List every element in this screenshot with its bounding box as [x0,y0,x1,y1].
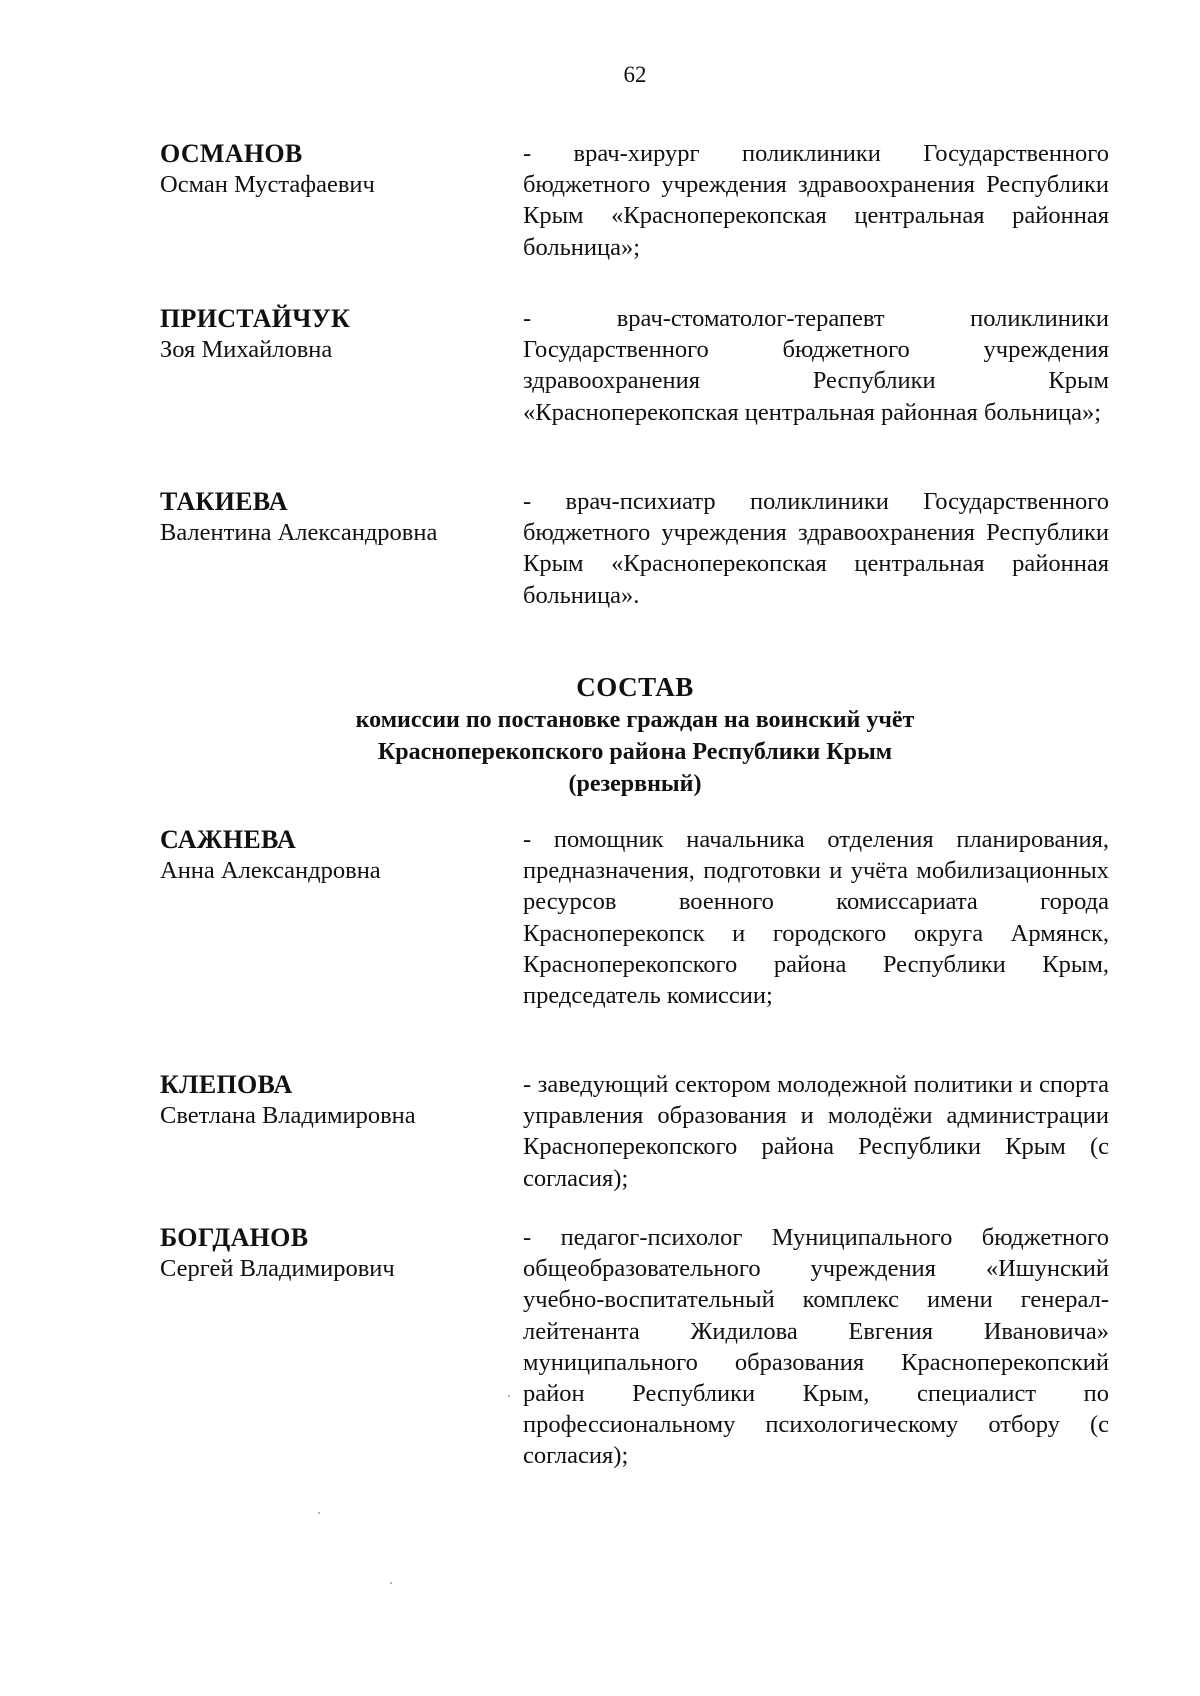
composition-subtitle-line: (резервный) [568,771,702,797]
composition-heading [0,670,1200,800]
member-given-name: Светлана Владимировна [160,1102,416,1129]
member-name-block [160,486,500,548]
member-given-name: Анна Александровна [160,857,381,884]
composition-subtitle-line: комиссии по постановке граждан на воинский учёт [355,707,915,733]
member-position: - педагог-психолог Муниципального бюджетного общеобразовательного учреждения «Ишунский учебно-воспитательный комплекс имени генерал-лейтенанта Жидилова Евгения Ивановича» муниципального образования Красноперекопский район Республики Крым, специалист по профессиональному психологическому отбору (с согласия); [523,1224,1109,1470]
member-given-name: Сергей Владимирович [160,1255,395,1282]
member-surname: ПРИСТАЙЧУК [160,304,351,333]
member-surname: КЛЕПОВА [160,1070,293,1099]
member-position: - заведующий сектором молодежной политики и спорта управления образования и молодёжи администрации Красноперекопского района Республики Крым (с согласия); [523,1071,1109,1192]
scan-speck [390,1582,392,1584]
member-position: - врач-хирург поликлиники Государственного бюджетного учреждения здравоохранения Республики Крым «Красноперекопская центральная районная больница»; [523,140,1109,261]
member-given-name: Валентина Александровна [160,519,438,546]
scan-speck [318,1512,320,1514]
member-surname: САЖНЕВА [160,825,297,854]
member-given-name: Зоя Михайловна [160,336,333,363]
member-name-block [160,138,500,200]
member-name-block [160,303,500,365]
scan-speck [508,1395,510,1397]
member-position: - врач-стоматолог-терапевт поликлиники Государственного бюджетного учреждения здравоохранения Республики Крым «Красноперекопская центральная районная больница»; [523,305,1109,426]
member-given-name: Осман Мустафаевич [160,171,375,198]
page-number: 62 [623,62,647,87]
member-surname: ОСМАНОВ [160,139,303,168]
composition-subtitle-line: Красноперекопского района Республики Крым [377,739,893,765]
member-surname: ТАКИЕВА [160,487,288,516]
member-position: - помощник начальника отделения планирования, предназначения, подготовки и учёта мобилизационных ресурсов военного комиссариата города Красноперекопск и городского округа Армянск, Красноперекопского района Республики Крым, председатель комиссии; [523,826,1109,1010]
member-position: - врач-психиатр поликлиники Государственного бюджетного учреждения здравоохранения Республики Крым «Красноперекопская центральная районная больница». [523,488,1109,609]
member-name-block [160,1222,500,1284]
composition-title: СОСТАВ [576,672,694,702]
member-surname: БОГДАНОВ [160,1223,309,1252]
member-name-block [160,1069,500,1131]
member-name-block [160,824,500,886]
